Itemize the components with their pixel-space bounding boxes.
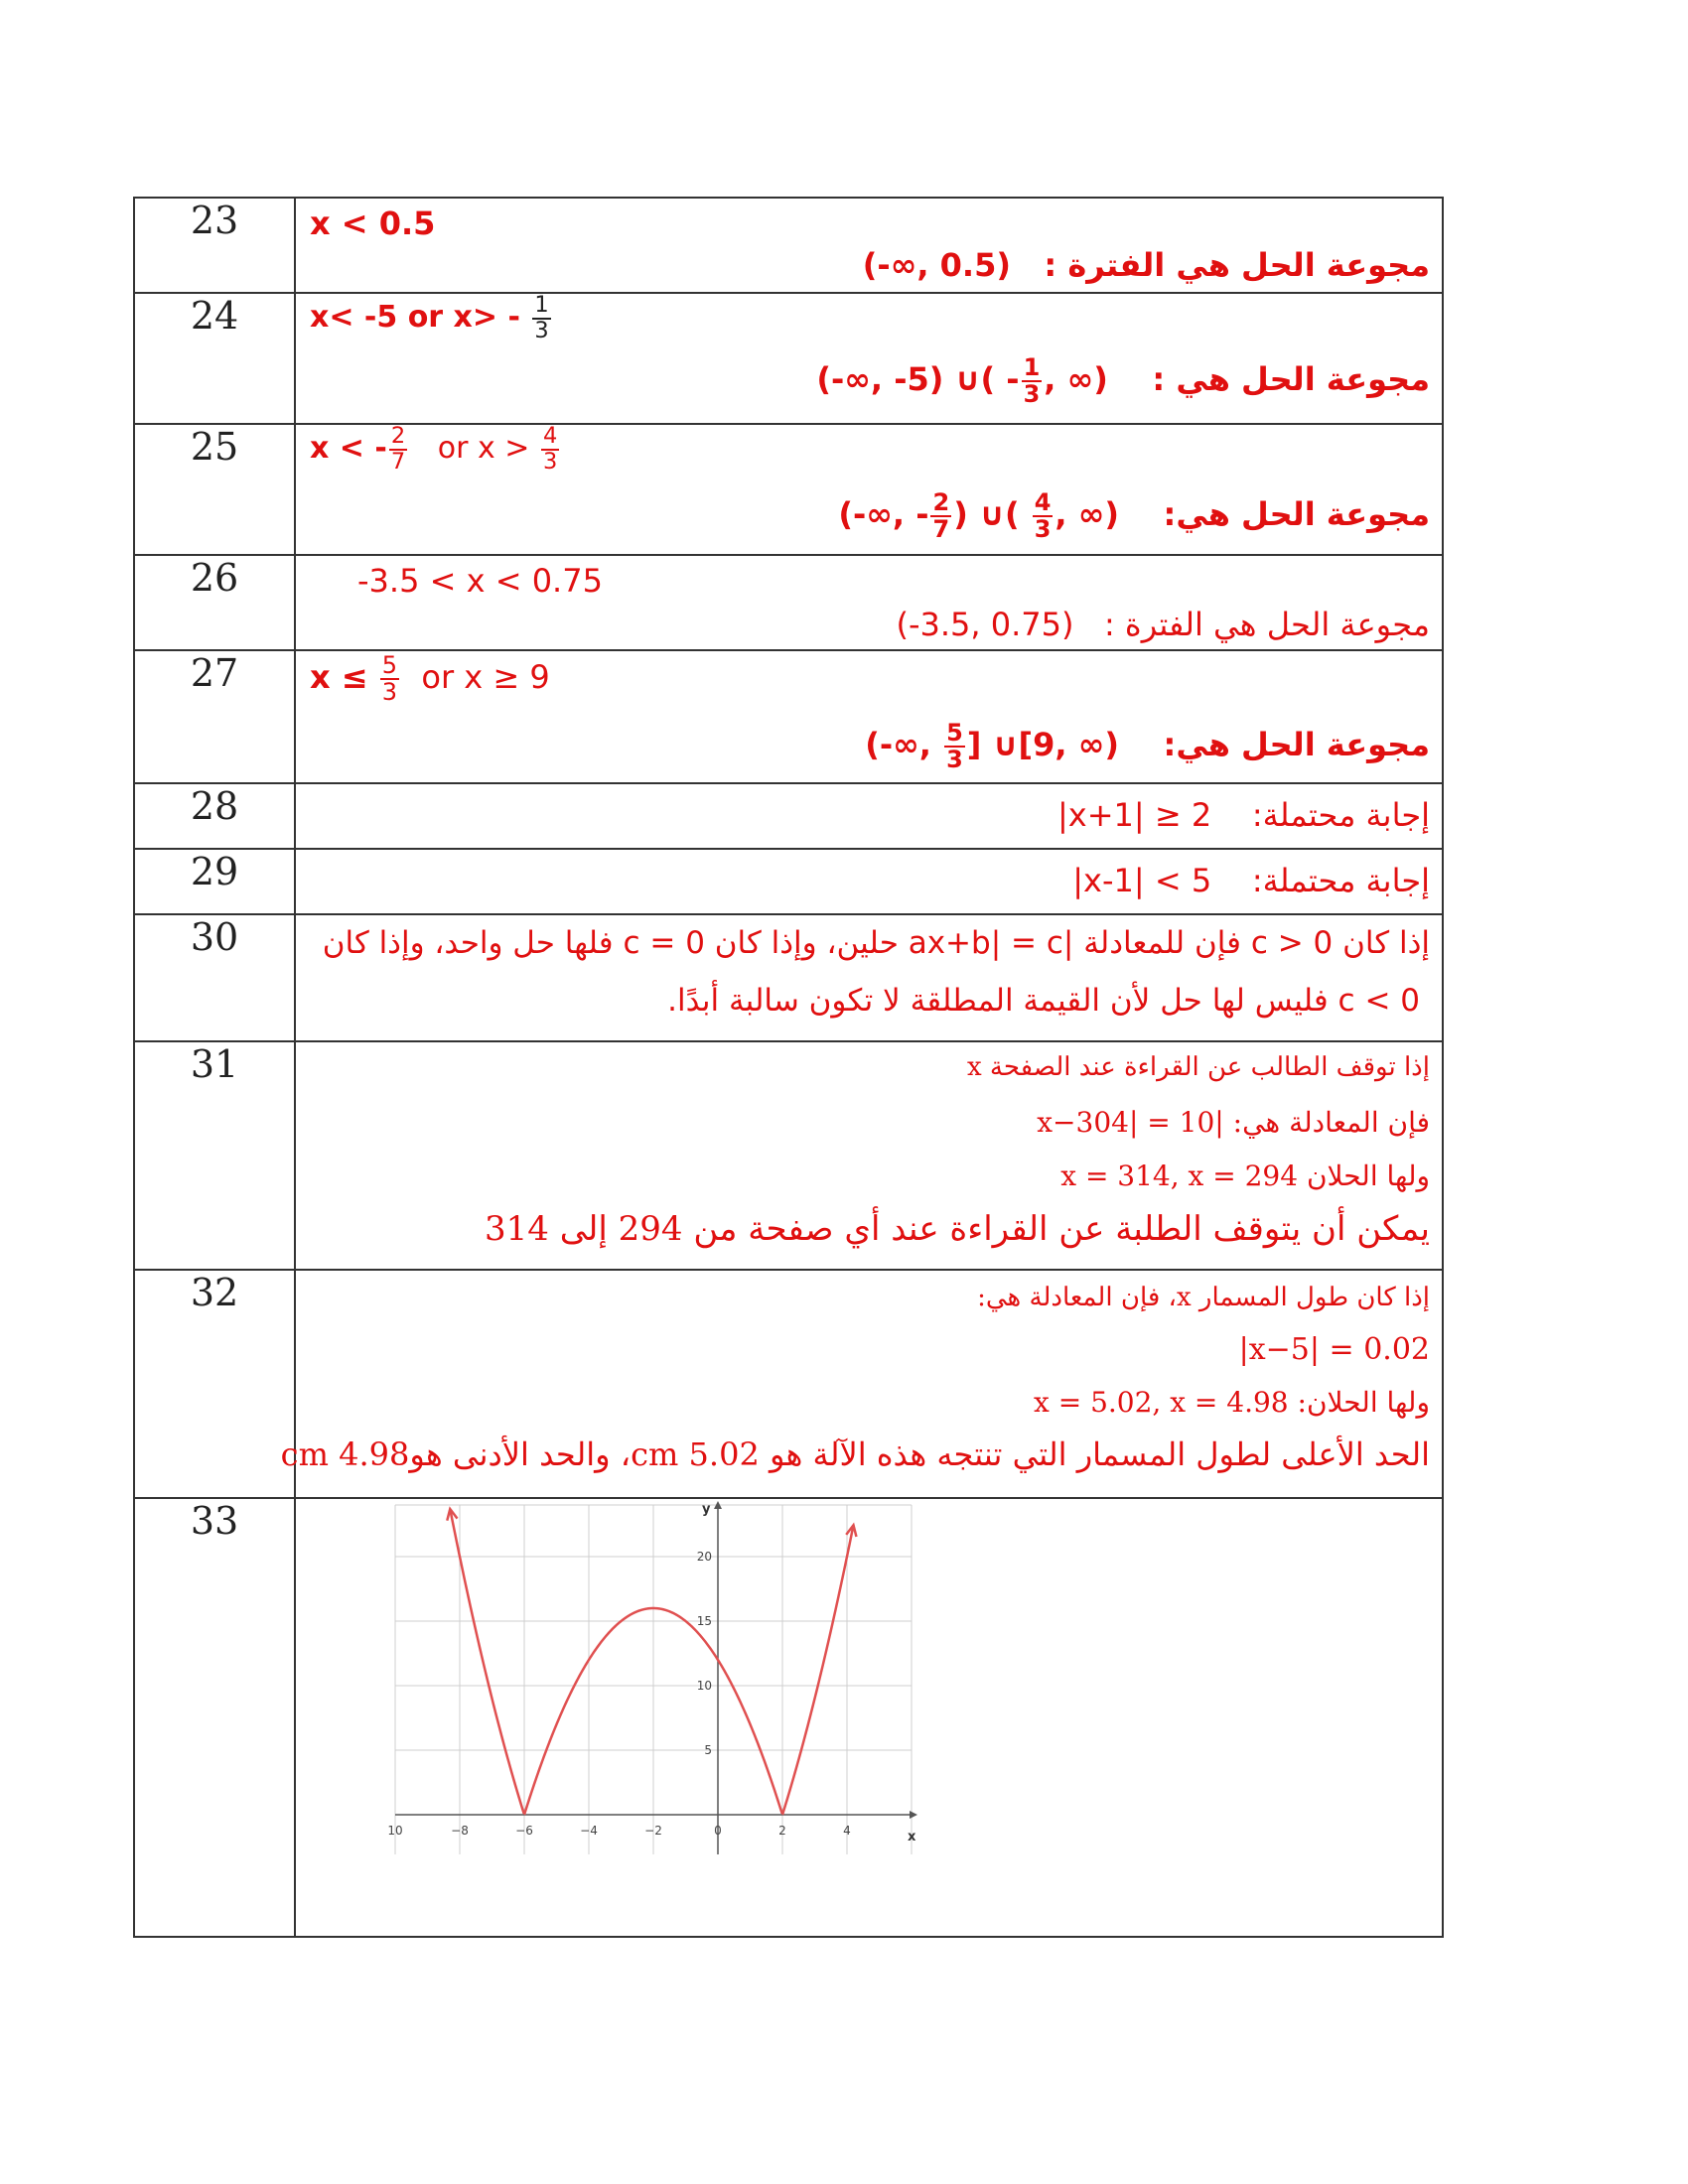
equation-line: فإن المعادلة هي: |x−304| = 10 [1037, 1106, 1430, 1139]
fraction: $\frac{2}{7}$ [390, 423, 406, 475]
table-row [134, 293, 1443, 424]
table-row [134, 424, 1443, 555]
row-content [295, 1041, 1443, 1270]
fraction: $\frac{1}{3}$ [534, 292, 549, 343]
row-content [280, 1270, 1443, 1498]
x-tick-label: 10 [387, 1824, 403, 1838]
fraction: $\frac{5}{3}$ [946, 719, 963, 774]
x-tick-label: 0 [714, 1824, 722, 1838]
solutions-line: ولها الحلان x = 314, x = 294 [1060, 1160, 1430, 1192]
x-tick-label: −8 [451, 1824, 469, 1838]
conclusion-line: الحد الأعلى لطول المسمار التي تنتجه هذه الآلة هو 5.02 cm، والحد الأدنى هو4.98 cm [280, 1435, 1430, 1473]
solution-label: مجوعة الحل هي : [1152, 360, 1430, 399]
table-row [134, 914, 1443, 1041]
row-content [295, 650, 1443, 783]
explanation-line-1: إذا كان طول المسمار x، فإن المعادلة هي: [977, 1283, 1430, 1312]
row-number: 33 [134, 1498, 295, 1937]
table-row [134, 555, 1443, 650]
table-row [134, 783, 1443, 849]
fraction: $\frac{1}{3}$ [1023, 353, 1041, 409]
solution-label: مجوعة الحل هي الفترة : [1103, 606, 1430, 643]
explanation-line-2: c < 0 فليس لها حل لأن القيمة المطلقة لا تكون سالبة أبدًا. [667, 983, 1420, 1019]
x-axis-label: x [908, 1830, 916, 1844]
row-number: 26 [134, 555, 295, 650]
explanation-line-1: إذا توقف الطالب عن القراءة عند الصفحة x [966, 1052, 1430, 1082]
fraction: $\frac{2}{7}$ [932, 488, 950, 544]
table-row [134, 650, 1443, 783]
equation-line: |x−5| = 0.02 [1238, 1332, 1430, 1367]
x-tick-label: −2 [644, 1824, 662, 1838]
graph-ticks [387, 1550, 850, 1838]
row-number: 25 [134, 424, 295, 555]
fraction: $\frac{4}{3}$ [542, 423, 558, 475]
row-number: 28 [134, 783, 295, 849]
x-tick-label: 4 [843, 1824, 851, 1838]
y-axis-label: y [702, 1502, 711, 1517]
x-tick-label: 2 [778, 1824, 786, 1838]
answer-inequality: x < 0.5 [310, 205, 436, 242]
row-number: 30 [134, 914, 295, 1041]
table-row [134, 849, 1443, 914]
table-row [134, 1270, 1443, 1498]
row-content [295, 424, 1443, 555]
answer-inequality: x < - $\frac{2}{7}$ or x > $\frac{4}{3}$ [310, 423, 558, 475]
solution-label: مجوعة الحل هي: [1163, 726, 1430, 764]
possible-answer [1072, 862, 1430, 899]
graph-axes [395, 1501, 917, 1854]
answers-table [133, 197, 1444, 1938]
expression: |x-1| < 5 [1072, 862, 1212, 899]
solution-label: مجوعة الحل هي الفترة : [1044, 246, 1430, 284]
solutions-line: ولها الحلان: x = 5.02, x = 4.98 [1034, 1386, 1430, 1419]
row-number: 32 [134, 1270, 295, 1498]
solution-line: (-∞, - $\frac{2}{7}$ ) ∪( $\frac{4}{3}$ , ∞) مجوعة الحل هي: [838, 488, 1430, 544]
y-tick-label: 5 [704, 1743, 712, 1757]
y-tick-label: 20 [696, 1550, 712, 1564]
solution-line [896, 606, 1430, 643]
function-curve [450, 1509, 853, 1814]
table-row [134, 1041, 1443, 1270]
expression: |x+1| ≥ 2 [1056, 796, 1212, 834]
row-content [295, 783, 1443, 849]
fraction: $\frac{5}{3}$ [381, 651, 398, 707]
conclusion-line: يمكن أن يتوقف الطلبة عن القراءة عند أي صفحة من 294 إلى 314 [485, 1209, 1430, 1249]
row-number: 27 [134, 650, 295, 783]
row-content [295, 1498, 1443, 1937]
label: إجابة محتملة: [1251, 862, 1430, 899]
graph-grid [395, 1505, 912, 1854]
table-row [134, 198, 1443, 293]
y-tick-label: 15 [696, 1614, 712, 1628]
y-tick-label: 10 [696, 1679, 712, 1693]
row-content [295, 849, 1443, 914]
solution-set: (-3.5, 0.75) [896, 606, 1074, 643]
fraction: $\frac{4}{3}$ [1034, 488, 1052, 544]
table-row [134, 1498, 1443, 1937]
graph-curve [447, 1509, 856, 1814]
answer-inequality: x ≤ $\frac{5}{3}$ or x ≥ 9 [310, 651, 550, 707]
explanation-line-1: إذا كان c > 0 فإن للمعادلة |ax+b| = c حلين، وإذا كان c = 0 فلها حل واحد، وإذا كان [322, 925, 1430, 961]
row-number: 29 [134, 849, 295, 914]
solution-line: (-∞, -5) ∪( - $\frac{1}{3}$ , ∞) مجوعة الحل هي : [816, 353, 1430, 409]
solution-line [863, 246, 1430, 284]
x-axis-arrow [910, 1811, 917, 1819]
x-tick-label: −6 [515, 1824, 533, 1838]
answer-inequality: x< -5 or x> - $\frac{1}{3}$ [310, 292, 549, 343]
row-number: 23 [134, 198, 295, 293]
x-tick-label: −4 [580, 1824, 598, 1838]
row-content [295, 198, 1443, 293]
row-content [295, 914, 1443, 1041]
function-graph [385, 1499, 921, 1866]
possible-answer [1057, 796, 1430, 834]
label: إجابة محتملة: [1251, 796, 1430, 834]
row-number: 31 [134, 1041, 295, 1270]
row-number: 24 [134, 293, 295, 424]
row-content [295, 555, 1443, 650]
row-content [295, 293, 1443, 424]
solution-label: مجوعة الحل هي: [1163, 495, 1430, 534]
answer-inequality: -3.5 < x < 0.75 [357, 562, 603, 600]
solution-line: (-∞, $\frac{5}{3}$ ] ∪[9, ∞) مجوعة الحل هي: [865, 719, 1430, 774]
solution-set: (-∞, 0.5) [862, 246, 1011, 284]
